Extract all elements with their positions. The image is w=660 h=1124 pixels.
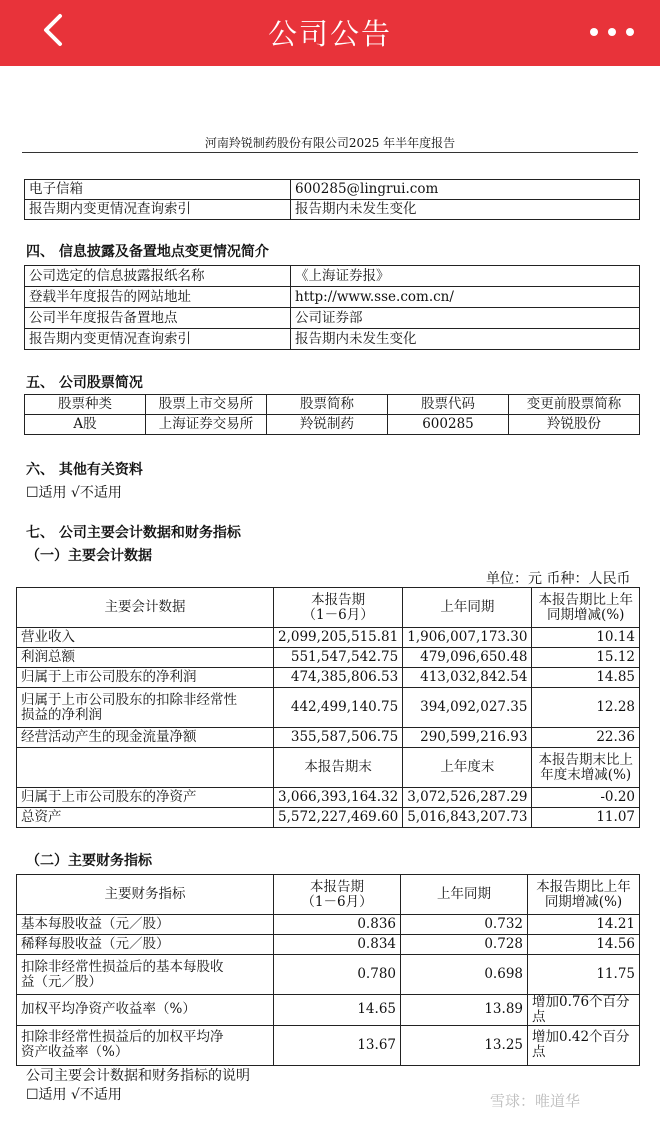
document-header: 河南羚锐制药股份有限公司2025 年半年度报告 <box>204 136 456 150</box>
section-title: 六、 其他有关资料 <box>26 462 143 478</box>
table-cell: 经营活动产生的现金流量净额 <box>17 728 274 748</box>
table-cell: http://www.sse.com.cn/ <box>291 287 640 308</box>
table-cell: 股票简称 <box>267 395 388 415</box>
table-cell: 12.28 <box>532 688 640 728</box>
table-row <box>17 935 640 955</box>
table-row <box>17 808 640 828</box>
table-cell: 股票代码 <box>388 395 509 415</box>
table-cell: 0.780 <box>274 955 401 995</box>
table-cell: 羚锐制药 <box>267 415 388 435</box>
table-cell: 扣除非经常性损益后的基本每股收 益（元／股） <box>17 955 274 995</box>
table-header-cell: 主要财务指标 <box>17 875 274 915</box>
table-cell: 变更前股票简称 <box>509 395 640 415</box>
table-row <box>25 287 640 308</box>
table-cell: 474,385,806.53 <box>274 668 403 688</box>
table-cell: 13.89 <box>401 995 528 1026</box>
table-cell: 394,092,027.35 <box>403 688 532 728</box>
table-row <box>25 266 640 287</box>
table-row <box>25 415 640 435</box>
table-cell: 600285@lingrui.com <box>291 180 640 200</box>
accounting-table <box>16 587 640 828</box>
stock-table <box>24 394 640 435</box>
table-header-cell: 本报告期 （1－6月） <box>274 875 401 915</box>
table-header-cell: 上年同期 <box>401 875 528 915</box>
table-cell: 10.14 <box>532 628 640 648</box>
table-header-cell: 本报告期末 <box>274 748 403 788</box>
disclosure-table <box>24 265 640 350</box>
table-cell: 442,499,140.75 <box>274 688 403 728</box>
table-cell: 413,032,842.54 <box>403 668 532 688</box>
section-title: 五、 公司股票简况 <box>26 375 143 391</box>
table-cell: 基本每股收益（元／股） <box>17 915 274 935</box>
table-cell: 11.75 <box>528 955 640 995</box>
document-page <box>0 66 660 1124</box>
applicability-choice: ☐适用 √不适用 <box>26 485 122 501</box>
financial-table <box>16 874 640 1066</box>
table-row <box>17 915 640 935</box>
table-row <box>17 788 640 808</box>
table-cell: 3,072,526,287.29 <box>403 788 532 808</box>
watermark: 雪球：唯道华 <box>490 1092 581 1110</box>
table-cell: 14.85 <box>532 668 640 688</box>
subsection-title: （一）主要会计数据 <box>26 548 152 564</box>
table-cell: 归属于上市公司股东的扣除非经常性 损益的净利润 <box>17 688 274 728</box>
table-cell: 归属于上市公司股东的净资产 <box>17 788 274 808</box>
table-cell: 5,572,227,469.60 <box>274 808 403 828</box>
table-header-cell <box>17 748 274 788</box>
table-cell: 2,099,205,515.81 <box>274 628 403 648</box>
table-row <box>25 200 640 220</box>
header-divider <box>22 152 638 153</box>
section-title: 七、 公司主要会计数据和财务指标 <box>26 525 241 541</box>
table-row <box>17 955 640 995</box>
table-cell: 《上海证券报》 <box>291 266 640 287</box>
ellipsis-icon[interactable] <box>586 20 638 44</box>
table-row <box>17 648 640 668</box>
table-header-cell: 本报告期 （1－6月） <box>274 588 403 628</box>
top-bar <box>0 0 660 66</box>
table-cell: 13.25 <box>401 1025 528 1065</box>
page-title: 公司公告 <box>267 17 392 51</box>
table-row <box>17 728 640 748</box>
table-cell: 加权平均净资产收益率（%） <box>17 995 274 1026</box>
table-row <box>25 308 640 329</box>
table-cell: 总资产 <box>17 808 274 828</box>
table-row <box>25 180 640 200</box>
table-cell: 报告期内未发生变化 <box>291 200 640 220</box>
table-cell: 290,599,216.93 <box>403 728 532 748</box>
table-cell: 14.56 <box>528 935 640 955</box>
table-cell: 增加0.42个百分点 <box>528 1025 640 1065</box>
table-cell: 股票上市交易所 <box>146 395 267 415</box>
table-header-cell: 本报告期末比上 年度末增减(%) <box>532 748 640 788</box>
table-header-cell: 主要会计数据 <box>17 588 274 628</box>
table-row <box>17 875 640 915</box>
table-cell: 0.728 <box>401 935 528 955</box>
table-row <box>17 688 640 728</box>
table-cell: 电子信箱 <box>25 180 291 200</box>
table-cell: 14.65 <box>274 995 401 1026</box>
table-cell: 报告期内未发生变化 <box>291 329 640 350</box>
table-cell: 600285 <box>388 415 509 435</box>
table-cell: 14.21 <box>528 915 640 935</box>
table-cell: 0.732 <box>401 915 528 935</box>
applicability-choice: ☐适用 √不适用 <box>26 1087 122 1103</box>
table-cell: -0.20 <box>532 788 640 808</box>
table-row <box>17 628 640 648</box>
table-cell: 0.834 <box>274 935 401 955</box>
table-cell: 营业收入 <box>17 628 274 648</box>
table-header-cell: 上年同期 <box>403 588 532 628</box>
table-cell: 公司选定的信息披露报纸名称 <box>25 266 291 287</box>
table-cell: 扣除非经常性损益后的加权平均净 资产收益率（%） <box>17 1025 274 1065</box>
subsection-title: （二）主要财务指标 <box>26 853 152 869</box>
table-cell: 22.36 <box>532 728 640 748</box>
table-cell: 利润总额 <box>17 648 274 668</box>
table-cell: 3,066,393,164.32 <box>274 788 403 808</box>
table-cell: 1,906,007,173.30 <box>403 628 532 648</box>
table-cell: 登载半年度报告的网站地址 <box>25 287 291 308</box>
table-cell: 增加0.76个百分点 <box>528 995 640 1026</box>
table-cell: 11.07 <box>532 808 640 828</box>
table-row <box>25 329 640 350</box>
table-cell: 股票种类 <box>25 395 146 415</box>
table-cell: 稀释每股收益（元／股） <box>17 935 274 955</box>
table-cell: 355,587,506.75 <box>274 728 403 748</box>
table-cell: 归属于上市公司股东的净利润 <box>17 668 274 688</box>
unit-note: 单位：元 币种：人民币 <box>486 571 631 587</box>
table-header-cell: 本报告期比上年 同期增减(%) <box>528 875 640 915</box>
table-row <box>17 1025 640 1065</box>
table-row <box>25 395 640 415</box>
table-cell: 551,547,542.75 <box>274 648 403 668</box>
table-cell: 5,016,843,207.73 <box>403 808 532 828</box>
table-cell: 公司半年度报告备置地点 <box>25 308 291 329</box>
table-cell: 上海证券交易所 <box>146 415 267 435</box>
table-cell: 15.12 <box>532 648 640 668</box>
table-cell: 479,096,650.48 <box>403 648 532 668</box>
table-header-cell: 上年度末 <box>403 748 532 788</box>
table-cell: 报告期内变更情况查询索引 <box>25 200 291 220</box>
table-cell: 0.836 <box>274 915 401 935</box>
table-cell: 报告期内变更情况查询索引 <box>25 329 291 350</box>
table-row <box>17 668 640 688</box>
table-cell: 0.698 <box>401 955 528 995</box>
table-cell: 羚锐股份 <box>509 415 640 435</box>
table-row <box>17 748 640 788</box>
table-header-cell: 本报告期比上年 同期增减(%) <box>532 588 640 628</box>
table-cell: 公司证券部 <box>291 308 640 329</box>
section-title: 四、 信息披露及备置地点变更情况简介 <box>26 244 269 260</box>
note-title: 公司主要会计数据和财务指标的说明 <box>26 1068 250 1084</box>
table-cell: 13.67 <box>274 1025 401 1065</box>
table-cell: A股 <box>25 415 146 435</box>
contact-table <box>24 179 640 220</box>
table-row <box>17 995 640 1026</box>
table-row <box>17 588 640 628</box>
